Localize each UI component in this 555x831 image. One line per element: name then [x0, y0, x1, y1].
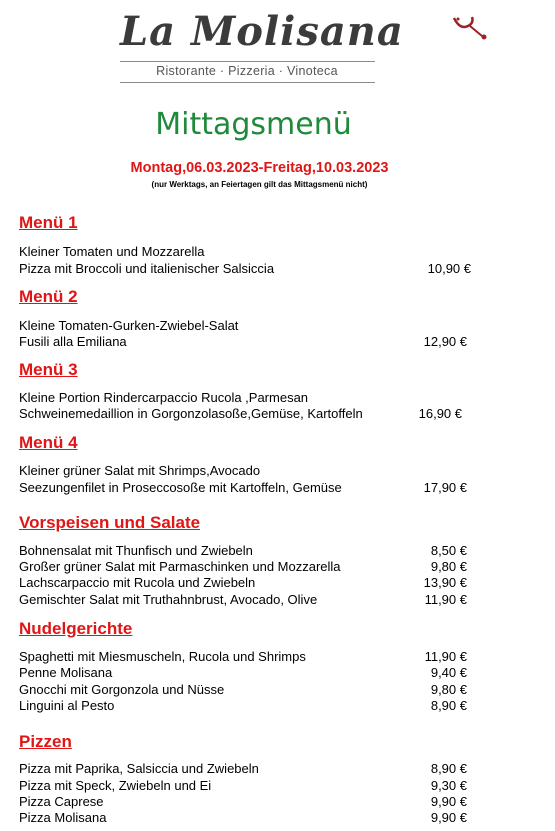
- menu-item: Seezungenfilet in Proseccosoße mit Kartoffeln, Gemüse 17,90 €: [19, 480, 467, 495]
- menu-item: Pizza mit Paprika, Salsiccia und Zwiebeln 8,90 €: [19, 761, 467, 776]
- section-heading: Menü 4: [19, 433, 78, 452]
- menu-item: Kleiner Tomaten und Mozzarella: [19, 244, 205, 259]
- menu-item: Kleine Portion Rindercarpaccio Rucola ,Parmesan: [19, 390, 309, 405]
- menu-item: Kleiner grüner Salat mit Shrimps,Avocado: [19, 463, 261, 478]
- logo-divider-top: [120, 61, 375, 62]
- menu-item: Pizza mit Speck, Zwiebeln und Ei 9,30 €: [19, 778, 467, 793]
- menu-item: Gnocchi mit Gorgonzola und Nüsse 9,80 €: [19, 682, 467, 697]
- section-heading: Vorspeisen und Salate: [19, 513, 201, 532]
- menu-dates: Montag,06.03.2023-Freitag,10.03.2023: [130, 160, 389, 176]
- section-heading: Pizzen: [19, 732, 72, 751]
- menu-item: Schweinemedaillion in Gorgonzolasoße,Gemüse, Kartoffeln 16,90 €: [19, 406, 462, 421]
- menu-item: Linguini al Pesto 8,90 €: [19, 698, 467, 713]
- wine-glass-icon: [446, 14, 490, 40]
- menu-item: Fusili alla Emiliana 12,90 €: [19, 334, 467, 349]
- menu-item: Spaghetti mit Miesmuscheln, Rucola und Shrimps 11,90 €: [19, 649, 467, 664]
- menu-item: Pizza Caprese 9,90 €: [19, 794, 467, 809]
- menu-item: Kleine Tomaten-Gurken-Zwiebel-Salat: [19, 318, 239, 333]
- logo-name: La Molisana: [120, 8, 404, 55]
- menu-item: Penne Molisana 9,40 €: [19, 665, 467, 680]
- menu-item: Pizza Molisana 9,90 €: [19, 810, 467, 825]
- section-heading: Menü 1: [19, 213, 78, 232]
- logo-divider-bottom: [120, 82, 375, 83]
- restaurant-logo: [118, 6, 404, 80]
- menu-item: Bohnensalat mit Thunfisch und Zwiebeln 8,50 €: [19, 543, 467, 558]
- menu-item: Gemischter Salat mit Truthahnbrust, Avocado, Olive 11,90 €: [19, 592, 467, 607]
- logo-tagline: Ristorante · Pizzeria · Vinoteca: [156, 64, 338, 78]
- page-title: Mittagsmenü: [155, 107, 352, 142]
- menu-note: (nur Werktags, an Feiertagen gilt das Mittagsmenü nicht): [151, 180, 368, 189]
- menu-item: Großer grüner Salat mit Parmaschinken und Mozzarella 9,80 €: [19, 559, 467, 574]
- menu-item: Pizza mit Broccoli und italienischer Salsiccia 10,90 €: [19, 261, 471, 276]
- section-heading: Menü 3: [19, 360, 78, 379]
- section-heading: Nudelgerichte: [19, 619, 133, 638]
- menu-item: Lachscarpaccio mit Rucola und Zwiebeln 13,90 €: [19, 575, 467, 590]
- section-heading: Menü 2: [19, 287, 78, 306]
